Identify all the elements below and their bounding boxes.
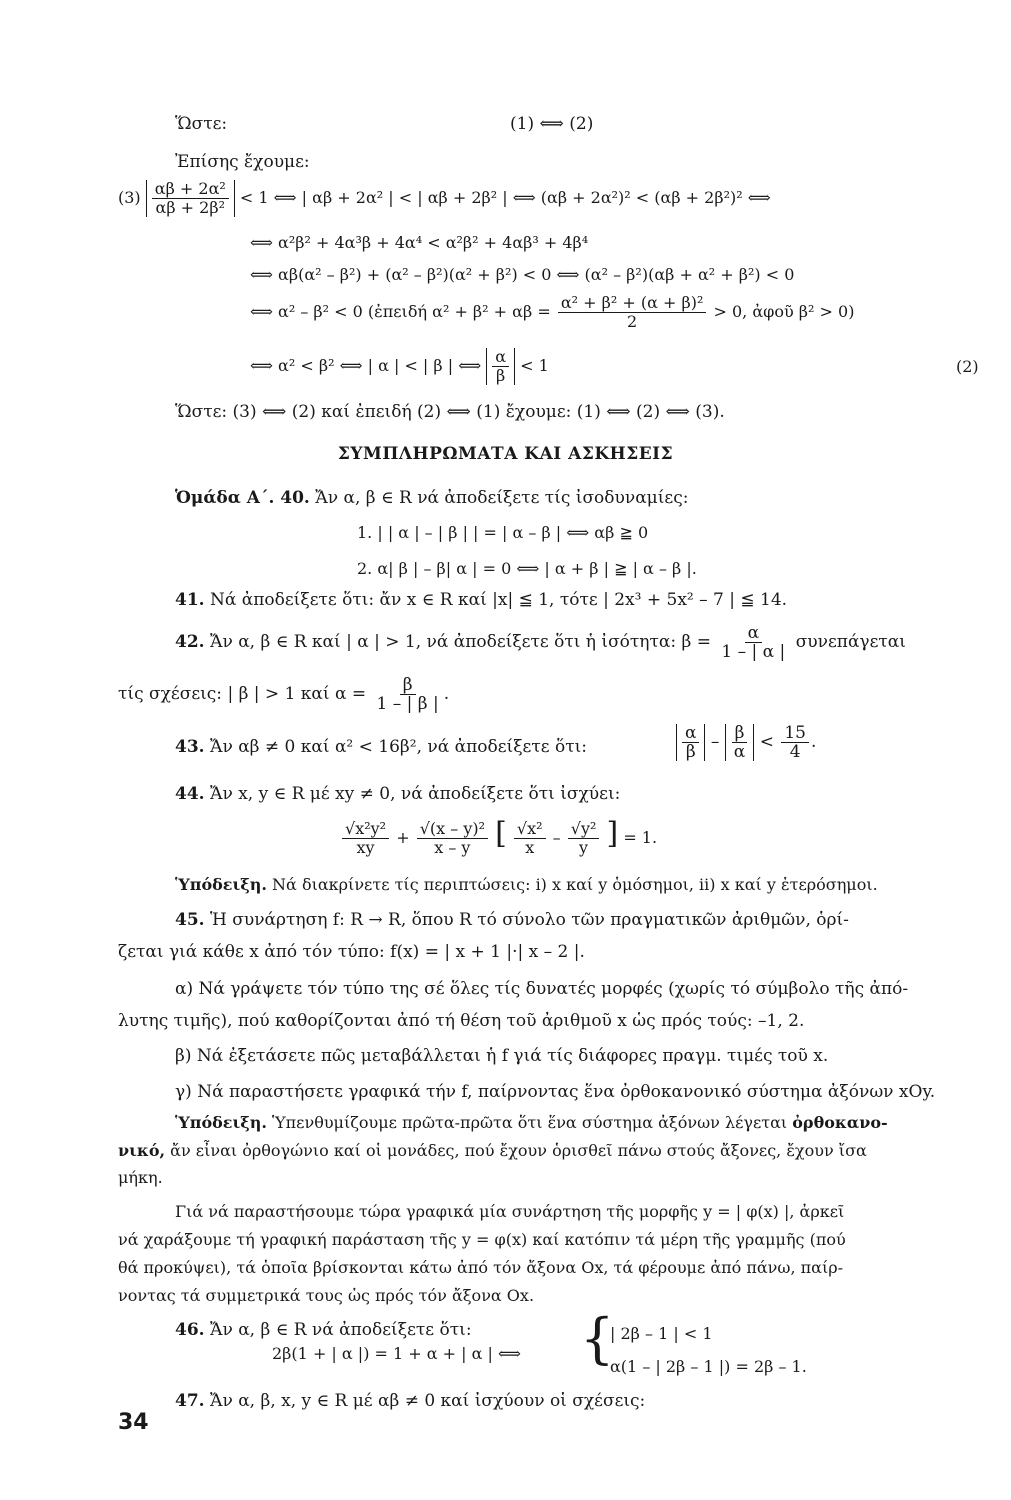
- fraction: [568, 820, 600, 857]
- hint-2-paragraph: νά χαράξουμε τή γραφική παράσταση τῆς y = φ(x) καί κατόπιν τά μέρη τῆς γραμμῆς (πού: [118, 1230, 846, 1249]
- denominator: α: [733, 742, 746, 762]
- exercise-44-equation: [340, 816, 658, 857]
- denominator: xy: [356, 838, 375, 857]
- exercise-45-part-c: γ) Νά παραστήσετε γραφικά τήν f, παίρνοντας ἕνα ὀρθοκανονικό σύστημα ἀξόνων xOy.: [175, 1082, 936, 1102]
- fraction: [514, 820, 546, 857]
- abs-fraction: [725, 724, 754, 761]
- exercise-text: Ἄν αβ ≠ 0 καί α² < 16β², νά ἀποδείξετε ὅτι:: [209, 737, 588, 757]
- fraction: [682, 724, 699, 761]
- punctuation: .: [810, 732, 817, 752]
- exercise-text: Ἡ συνάρτηση f: R → R, ὅπου R τό σύνολο τῶν πραγματικῶν ἀριθμῶν, ὁρί-: [209, 910, 849, 930]
- hint-2-line-3: μήκη.: [118, 1168, 163, 1187]
- exercise-43-inequality: [676, 724, 816, 761]
- exercise-45-part-a-cont: λυτης τιμῆς), πού καθορίζονται ἀπό τή θέση τοῦ ἀριθμοῦ x ὡς πρός τούς: –1, 2.: [118, 1011, 805, 1031]
- exercise-46: [175, 1319, 472, 1341]
- exercise-text: Ἄν α, β ∈ R νά ἀποδείξετε τίς ἰσοδυναμίες:: [315, 488, 689, 508]
- exercise-text: Νά ἀποδείξετε ὅτι: ἄν x ∈ R καί |x| ≦ 1, τότε | 2x³ + 5x² – 7 | ≦ 14.: [209, 590, 788, 610]
- abs-fraction: [486, 348, 515, 385]
- operator: –: [710, 732, 720, 752]
- exercise-number: 45.: [175, 910, 205, 930]
- exercise-text: Ἄν α, β, x, y ∈ R μέ αβ ≠ 0 καί ἰσχύουν οἱ σχέσεις:: [209, 1391, 646, 1411]
- text-line: Ἐπίσης ἔχουμε:: [175, 152, 310, 172]
- exercise-41: [175, 589, 787, 611]
- equation-end: = 1.: [623, 828, 658, 847]
- equation-line: ⟺ α²β² + 4α³β + 4α⁴ < α²β² + 4αβ³ + 4β⁴: [250, 233, 589, 252]
- page-number: 34: [118, 1410, 149, 1435]
- numerator: β: [400, 676, 416, 695]
- numerator: 15: [781, 724, 809, 743]
- exercise-text: Ἄν x, y ∈ R μέ xy ≠ 0, νά ἀποδείξετε ὅτι ἰσχύει:: [209, 784, 621, 804]
- numerator: α: [682, 724, 699, 743]
- right-bracket: ]: [606, 816, 619, 851]
- denominator: 1 – | β |: [376, 694, 439, 714]
- exercise-45-part-b: β) Νά ἐξετάσετε πῶς μεταβάλλεται ἡ f γιά τίς διάφορες πραγμ. τιμές τοῦ x.: [175, 1046, 829, 1066]
- fraction: [718, 624, 788, 661]
- denominator: x: [525, 838, 535, 857]
- punctuation: .: [443, 684, 450, 704]
- denominator: y: [579, 838, 589, 857]
- operator: <: [759, 732, 774, 752]
- numerator: β: [732, 724, 748, 743]
- exercise-text: συνεπάγεται: [795, 632, 906, 652]
- exercise-text: Ἄν α, β ∈ R καί | α | > 1, νά ἀποδείξετε ὅτι ἡ ἰσότητα: β =: [209, 632, 711, 652]
- numerator: αβ + 2α²: [152, 180, 229, 199]
- hint-label: Ὑπόδειξη.: [175, 1113, 267, 1132]
- abs-fraction: [146, 180, 235, 217]
- exercise-number: 47.: [175, 1391, 205, 1411]
- hint-2-line-2: [118, 1140, 867, 1162]
- operator: +: [396, 828, 410, 847]
- equation-3: [118, 180, 771, 217]
- equation-part: ⟺ α² < β² ⟺ | α | < | β | ⟺: [250, 356, 482, 375]
- denominator: αβ + 2β²: [155, 198, 226, 217]
- denominator: 4: [789, 742, 801, 762]
- exercise-45-line-2: ζεται γιά κάθε x ἀπό τόν τύπο: f(x) = | x + 1 |·| x – 2 |.: [118, 942, 585, 962]
- numerator: √y²: [568, 820, 600, 839]
- hint-2: [175, 1112, 888, 1134]
- fraction: [342, 820, 389, 857]
- equation-line: [250, 294, 854, 331]
- exercise-46-lhs: 2β(1 + | α |) = 1 + α + | α | ⟺: [272, 1344, 521, 1363]
- hint-bold-term: ὀρθοκανο-: [792, 1113, 888, 1132]
- abs-fraction: [676, 724, 705, 761]
- operator: –: [552, 828, 561, 847]
- equation-line: ⟺ αβ(α² – β²) + (α² – β²)(α² + β²) < 0 ⟺ (α² – β²)(αβ + α² + β²) < 0: [250, 265, 795, 284]
- hint-2-paragraph: νοντας τά συμμετρικά τους ὡς πρός τόν ἄξονα Ox.: [118, 1286, 535, 1305]
- exercise-45: [175, 909, 849, 931]
- exercise-45-part-a: α) Νά γράψετε τόν τύπο της σέ ὅλες τίς δυνατές μορφές (χωρίς τό σύμβολο τῆς ἀπό-: [175, 979, 909, 999]
- equation-label: (3): [118, 188, 141, 207]
- equation-line: [250, 348, 549, 385]
- exercise-number: Ὁμάδα Α΄. 40.: [175, 488, 310, 508]
- exercise-number: 43.: [175, 737, 205, 757]
- denominator: 1 – | α |: [721, 642, 786, 662]
- exercise-42-line-2: [118, 676, 449, 713]
- denominator: x – y: [434, 838, 471, 857]
- fraction: [558, 294, 707, 331]
- numerator: √(x – y)²: [417, 820, 488, 839]
- fraction: [492, 348, 509, 385]
- hint-bold-term: νικό,: [118, 1141, 166, 1160]
- equation-rest: < 1 ⟺ | αβ + 2α² | < | αβ + 2β² | ⟺ (αβ + 2α²)² < (αβ + 2β²)² ⟺: [239, 188, 771, 207]
- fraction: [374, 676, 442, 713]
- exercise-42: [175, 624, 906, 661]
- exercise-40-item-2: 2. α| β | – β| α | = 0 ⟺ | α + β | ≧ | α – β |.: [357, 559, 697, 578]
- equation-tag: (2): [956, 357, 979, 376]
- hint-2-paragraph: θά προκύψει), τά ὁποῖα βρίσκονται κάτω ἀπό τόν ἄξονα Ox, τά φέρουμε ἀπό πάνω, παίρ-: [118, 1258, 844, 1277]
- hint-text: Νά διακρίνετε τίς περιπτώσεις: i) x καί y ὁμόσημοι, ii) x καί y ἑτερόσημοι.: [272, 875, 878, 894]
- left-brace: {: [580, 1307, 615, 1370]
- numerator: α² + β² + (α + β)²: [558, 294, 707, 313]
- denominator: β: [685, 742, 696, 762]
- fraction: [781, 724, 809, 761]
- hint-2-paragraph: Γιά νά παραστήσουμε τώρα γραφικά μία συνάρτηση τῆς μορφῆς y = | φ(x) |, ἀρκεῖ: [175, 1202, 845, 1221]
- equation-part: ⟺ α² – β² < 0 (ἐπειδή α² + β² + αβ =: [250, 302, 551, 321]
- numerator: √x²: [514, 820, 546, 839]
- equation-part: > 0, ἀφοῦ β² > 0): [713, 302, 855, 321]
- equation-part: < 1: [520, 356, 549, 375]
- equivalence-1-2: (1) ⟺ (2): [510, 114, 594, 134]
- fraction: [731, 724, 748, 761]
- fraction: [417, 820, 488, 857]
- line-start: Ὥστε:: [175, 114, 228, 134]
- exercise-46-case-2: α(1 – | 2β – 1 |) = 2β – 1.: [610, 1357, 807, 1376]
- exercise-number: 46.: [175, 1320, 205, 1340]
- exercise-40-item-1: 1. | | α | – | β | | = | α – β | ⟺ αβ ≧ 0: [357, 523, 649, 542]
- exercise-text: Ἄν α, β ∈ R νά ἀποδείξετε ὅτι:: [209, 1320, 472, 1340]
- numerator: α: [492, 348, 509, 367]
- exercise-47: [175, 1390, 645, 1412]
- hint-text: ἄν εἶναι ὀρθογώνιο καί οἱ μονάδες, πού ἔχουν ὁρισθεῖ πάνω στούς ἄξονες, ἔχουν ἴσα: [170, 1141, 867, 1160]
- denominator: β: [496, 366, 506, 385]
- numerator: α: [745, 624, 762, 643]
- section-heading: ΣΥΜΠΛΗΡΩΜΑΤΑ ΚΑΙ ΑΣΚΗΣΕΙΣ: [337, 444, 674, 464]
- hint-text: Ὑπενθυμίζουμε πρῶτα-πρῶτα ὅτι ἕνα σύστημα ἀξόνων λέγεται: [272, 1113, 788, 1132]
- exercise-text: τίς σχέσεις: | β | > 1 καί α =: [118, 684, 367, 704]
- numerator: √x²y²: [342, 820, 389, 839]
- exercise-number: 44.: [175, 784, 205, 804]
- conclusion-line: Ὥστε: (3) ⟺ (2) καί ἐπειδή (2) ⟺ (1) ἔχουμε: (1) ⟺ (2) ⟺ (3).: [175, 402, 725, 422]
- exercise-number: 41.: [175, 590, 205, 610]
- exercise-46-case-1: | 2β – 1 | < 1: [610, 1324, 713, 1343]
- left-bracket: [: [495, 816, 507, 851]
- hint-label: Ὑπόδειξη.: [175, 875, 267, 894]
- exercise-44: [175, 783, 620, 805]
- hint-1: [175, 874, 878, 896]
- exercise-43: [175, 736, 587, 758]
- exercise-number: 42.: [175, 632, 205, 652]
- fraction: [152, 180, 229, 217]
- denominator: 2: [627, 312, 638, 331]
- text-line: [175, 113, 227, 135]
- exercise-40: [175, 487, 688, 509]
